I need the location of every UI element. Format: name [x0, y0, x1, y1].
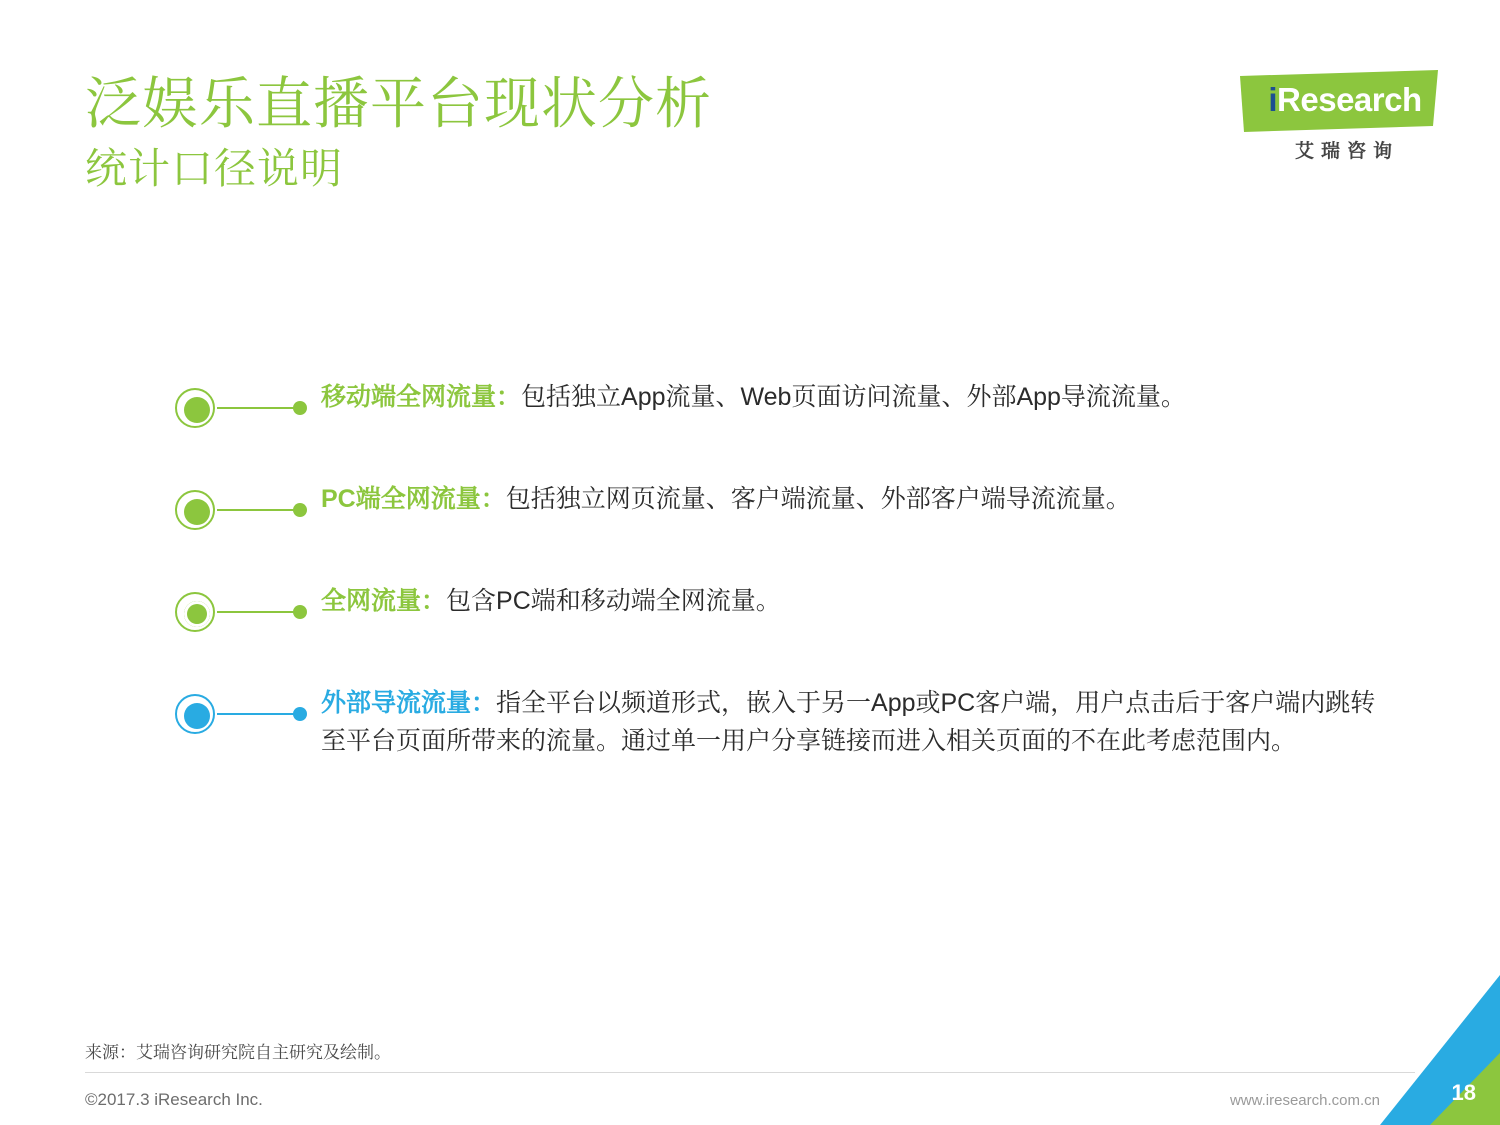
list-item — [175, 378, 1395, 442]
connector-line — [217, 509, 295, 511]
circle-fill-icon — [184, 601, 210, 627]
copyright-text: ©2017.3 iResearch Inc. — [85, 1090, 263, 1109]
footer-divider — [85, 1072, 1415, 1073]
bullet-marker-pc — [175, 490, 465, 534]
website-url: www.iresearch.com.cn — [1229, 1092, 1380, 1109]
page-title-block — [85, 72, 712, 196]
source-note: 来源：艾瑞咨询研究院自主研究及绘制。 — [85, 1043, 391, 1062]
iresearch-logo — [1240, 70, 1440, 180]
circle-icon — [175, 694, 215, 734]
dot-icon — [293, 707, 307, 721]
circle-fill-icon — [184, 703, 210, 729]
definition-list — [175, 378, 1395, 798]
logo-wordmark — [1252, 78, 1438, 122]
dot-icon — [293, 401, 307, 415]
page-number: 18 — [1451, 1080, 1476, 1105]
list-item — [175, 480, 1395, 544]
circle-icon — [175, 490, 215, 530]
list-item-label: 全网流量： — [321, 587, 447, 615]
list-item-text — [321, 480, 1395, 518]
circle-fill-icon — [184, 499, 210, 525]
bullet-marker-mobile — [175, 388, 465, 432]
bullet-marker-external — [175, 694, 465, 738]
list-item-body: 包括独立App流量、Web页面访问流量、外部App导流流量。 — [521, 383, 1186, 411]
list-item-text — [321, 684, 1395, 760]
list-item-body: 指全平台以频道形式，嵌入于另一App或PC客户端，用户点击后于客户端内跳转至平台页面所带来的流量。通过单一用户分享链接而进入相关页面的不在此考虑范围内。 — [321, 689, 1376, 755]
list-item-body: 包括独立网页流量、客户端流量、外部客户端导流流量。 — [505, 485, 1131, 513]
logo-i-mark: i — [1268, 81, 1278, 118]
list-item-text — [321, 582, 1395, 620]
page-title: 泛娱乐直播平台现状分析 — [85, 72, 712, 135]
logo-chinese-name: 艾瑞咨询 — [1294, 141, 1399, 162]
connector-line — [217, 713, 295, 715]
circle-fill-icon — [184, 397, 210, 423]
page-subtitle: 统计口径说明 — [85, 145, 344, 192]
list-item-label: 移动端全网流量： — [321, 383, 522, 411]
list-item-label: PC端全网流量： — [321, 485, 506, 513]
list-item-body: 包含PC端和移动端全网流量。 — [446, 587, 781, 615]
corner-decoration — [1380, 975, 1500, 1125]
dot-icon — [293, 605, 307, 619]
dot-icon — [293, 503, 307, 517]
list-item — [175, 582, 1395, 646]
bullet-marker-total — [175, 592, 465, 636]
logo-research-text: Research — [1277, 81, 1422, 118]
list-item-label: 外部导流流量： — [321, 689, 497, 717]
connector-line — [217, 611, 295, 613]
circle-icon — [175, 388, 215, 428]
connector-line — [217, 407, 295, 409]
list-item-text — [321, 378, 1395, 416]
list-item — [175, 684, 1395, 760]
circle-icon — [175, 592, 215, 632]
